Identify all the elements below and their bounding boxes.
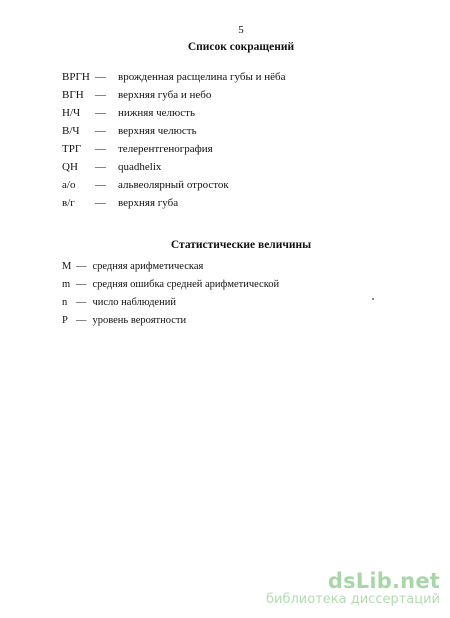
statistic-definition: средняя арифметическая bbox=[92, 261, 204, 272]
abbreviation-definition: верхняя челюсть bbox=[118, 125, 197, 137]
abbreviation-dash: — bbox=[95, 197, 106, 209]
scan-speck bbox=[372, 298, 374, 300]
abbreviation-term: ВГН bbox=[62, 89, 84, 101]
abbreviation-dash: — bbox=[95, 89, 106, 101]
statistic-dash: — bbox=[76, 297, 87, 308]
watermark-tagline: библиотека диссертаций bbox=[266, 592, 440, 607]
statistic-term: n bbox=[62, 297, 68, 308]
statistic-definition: средняя ошибка средней арифметической bbox=[92, 279, 280, 290]
abbreviation-term: в/г bbox=[62, 197, 75, 209]
statistic-row bbox=[62, 278, 279, 292]
page-number: 5 bbox=[238, 24, 244, 36]
abbreviation-term: QH bbox=[62, 161, 78, 173]
statistic-dash: — bbox=[76, 261, 87, 272]
abbreviation-dash: — bbox=[95, 125, 106, 137]
abbreviation-dash: — bbox=[95, 107, 106, 119]
watermark-logo: dsLib.net bbox=[327, 569, 440, 593]
statistic-definition: уровень вероятности bbox=[92, 315, 187, 326]
abbreviation-dash: — bbox=[95, 143, 106, 155]
statistic-row bbox=[62, 296, 176, 310]
statistic-term: P bbox=[62, 315, 68, 326]
watermark bbox=[266, 570, 440, 608]
abbreviation-term: ВРГН bbox=[62, 71, 90, 83]
abbreviation-definition: верхняя губа и небо bbox=[118, 89, 212, 101]
abbreviation-definition: quadhelix bbox=[118, 161, 162, 173]
statistics-heading: Статистические величины bbox=[170, 239, 312, 251]
abbreviation-term: ТРГ bbox=[62, 143, 82, 155]
abbreviation-dash: — bbox=[95, 71, 106, 83]
statistic-row bbox=[62, 260, 203, 274]
statistic-term: m bbox=[62, 279, 71, 290]
statistic-definition: число наблюдений bbox=[92, 297, 176, 308]
abbreviation-definition: верхняя губа bbox=[118, 197, 179, 209]
statistic-row bbox=[62, 314, 186, 328]
statistic-dash: — bbox=[76, 315, 87, 326]
abbreviation-definition: нижняя челюсть bbox=[118, 107, 195, 119]
abbreviation-term: Н/Ч bbox=[62, 107, 81, 119]
abbreviations-heading: Список сокращений bbox=[187, 41, 295, 53]
abbreviation-term: В/Ч bbox=[62, 125, 80, 137]
abbreviation-dash: — bbox=[95, 179, 106, 191]
abbreviation-term: а/о bbox=[62, 179, 76, 191]
statistic-dash: — bbox=[76, 279, 87, 290]
abbreviation-dash: — bbox=[95, 161, 106, 173]
abbreviation-definition: врожденная расщелина губы и нёба bbox=[118, 71, 286, 83]
abbreviation-definition: телерентгенография bbox=[118, 143, 213, 155]
statistic-term: М bbox=[62, 261, 72, 272]
abbreviation-definition: альвеолярный отросток bbox=[118, 179, 229, 191]
